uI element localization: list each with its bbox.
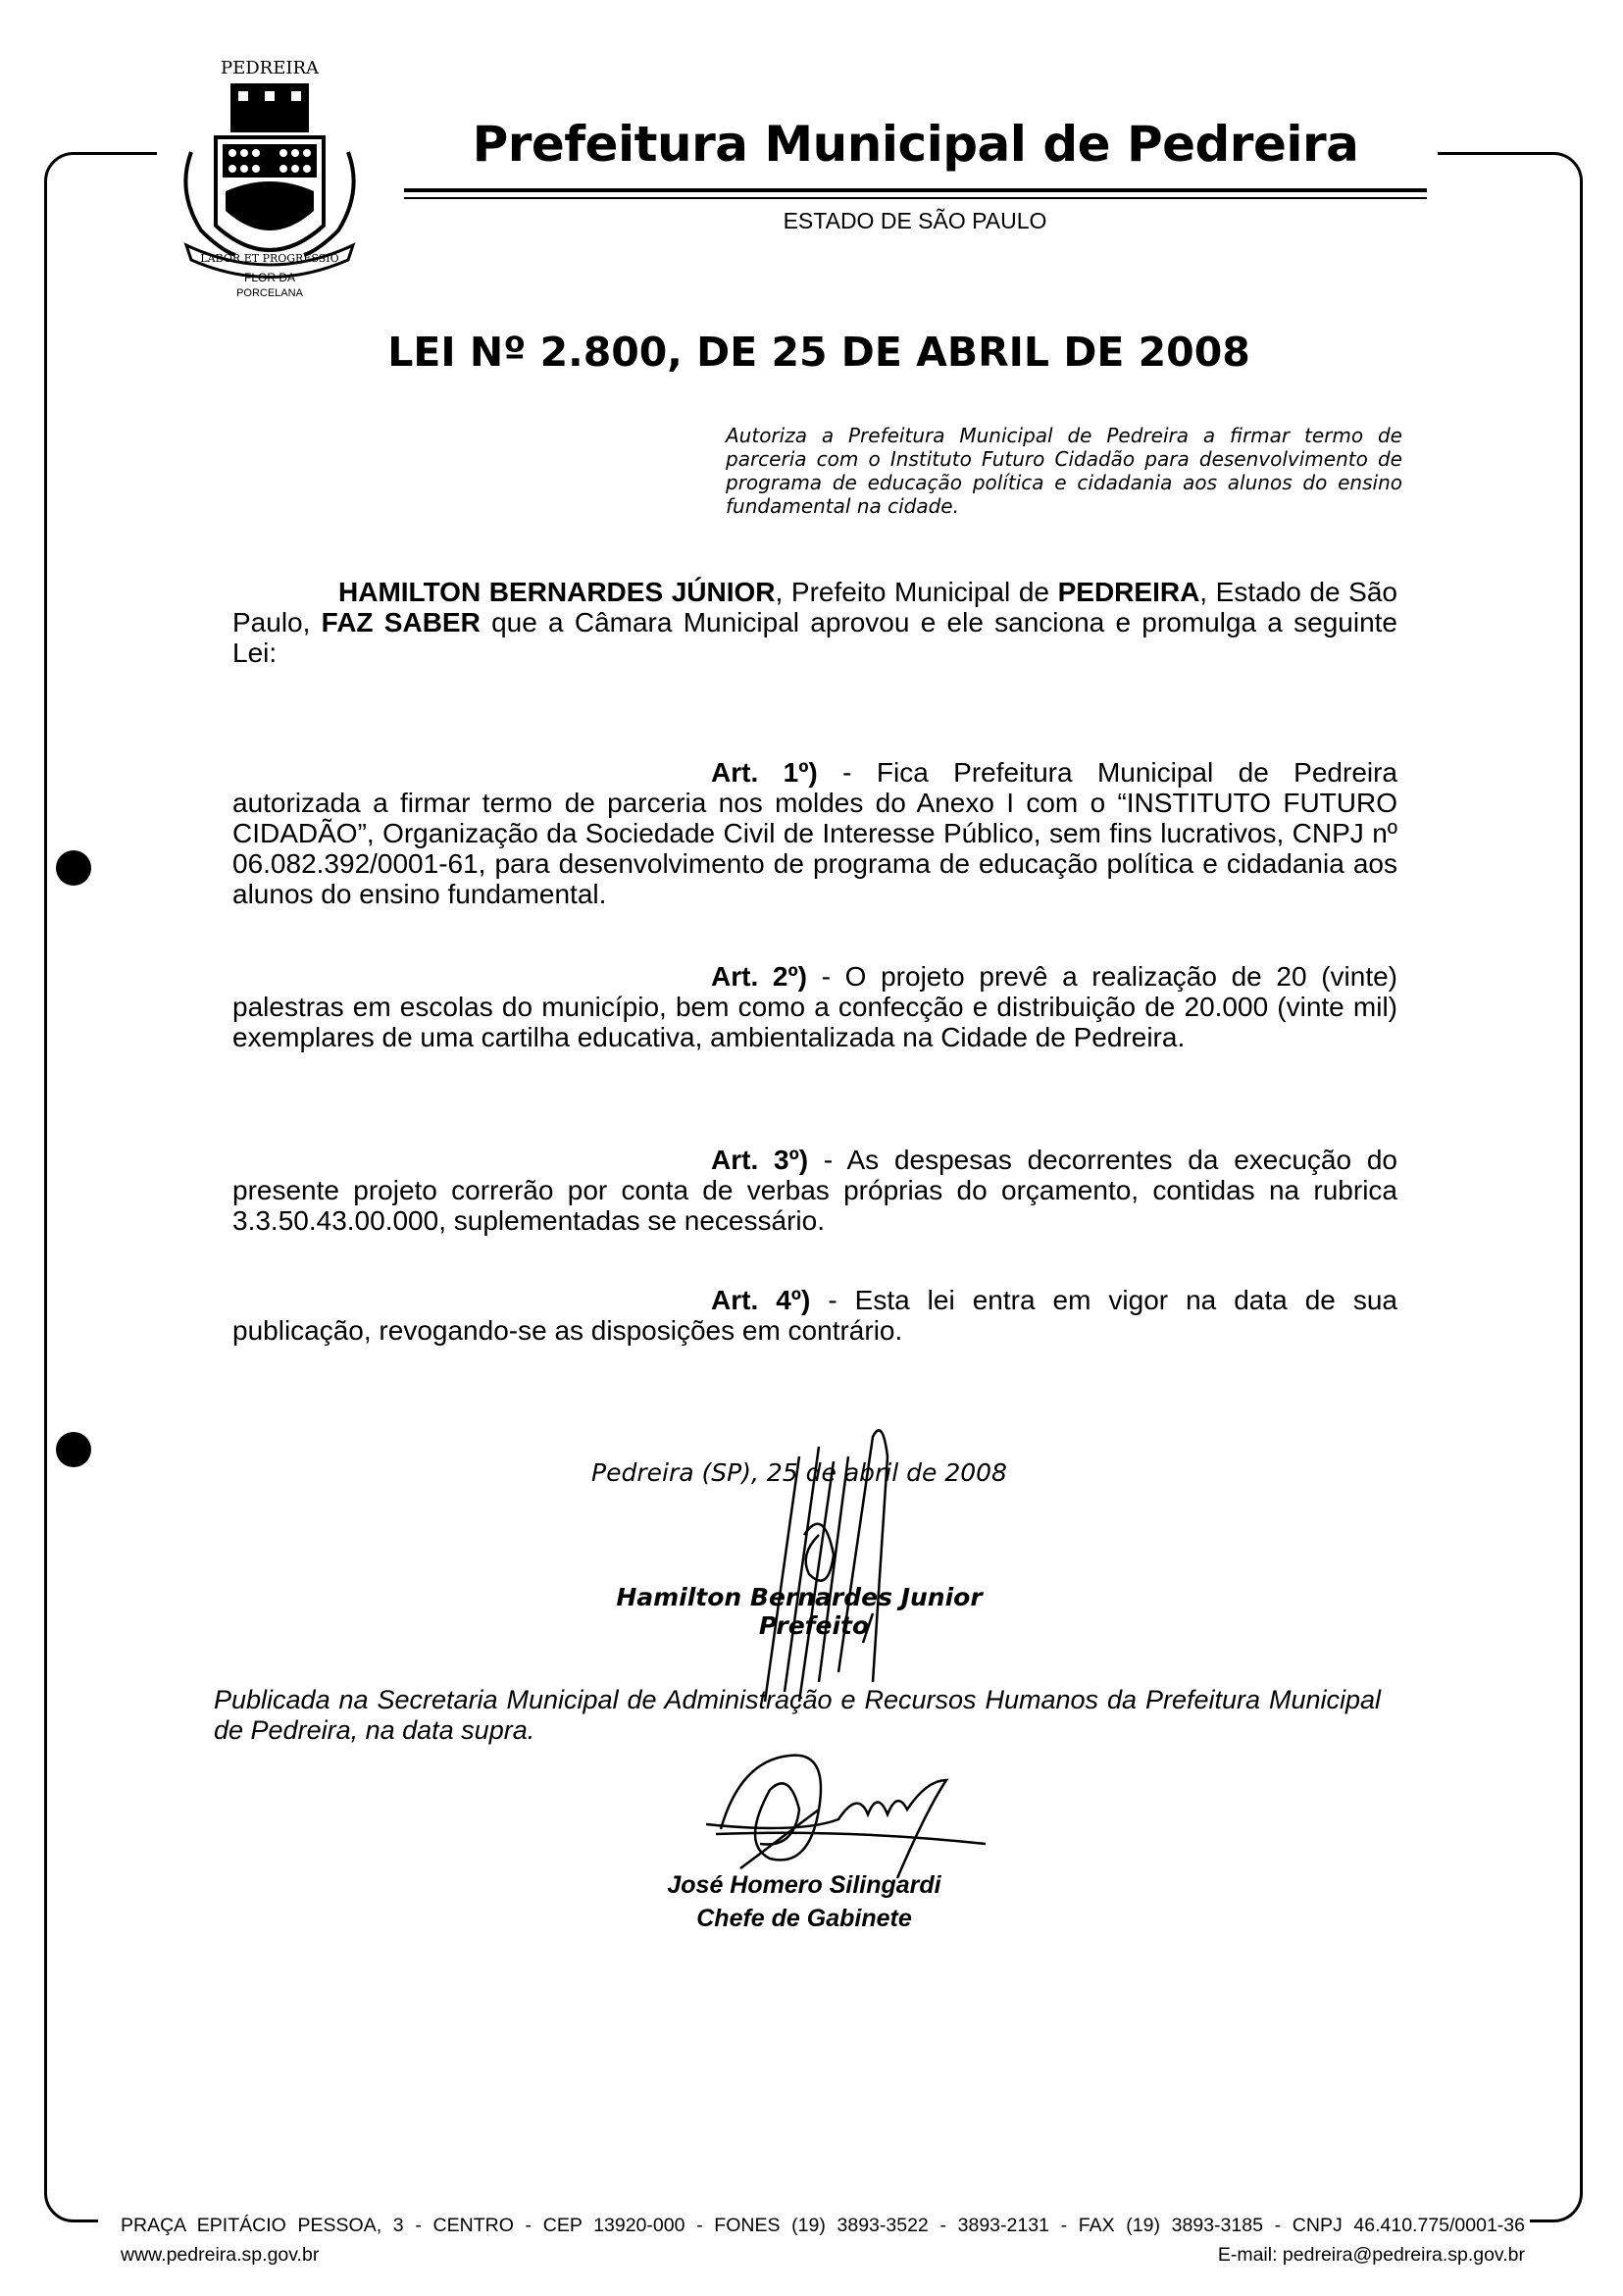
article-label: Art. 3º) <box>711 1145 809 1175</box>
signatory-name: Hamilton Bernardes Junior <box>616 1583 983 1611</box>
header-subtitle: ESTADO DE SÃO PAULO <box>783 208 1047 233</box>
chief-of-staff-signature <box>701 1751 1054 1888</box>
article-text: - O projeto prevê a realização de 20 (vinte) palestras em escolas do município, bem como a confecção e distribuição de 20.000 (vinte mil) exemplares de uma cartilha educativa, ambientalizada na Cidade de Pedreira. <box>232 961 1397 1052</box>
punch-hole-mark <box>56 850 91 886</box>
header-rule-thin <box>404 197 1427 199</box>
article-label: Art. 2º) <box>711 961 808 992</box>
article-1 <box>232 757 1397 909</box>
svg-text:PEDREIRA: PEDREIRA <box>220 58 320 78</box>
preamble-text: , Prefeito Municipal de <box>775 577 1058 607</box>
article-text: - Esta lei entra em vigor na data de sua publicação, revogando-se as disposições em contrário. <box>232 1285 1397 1346</box>
countersign-role: Chefe de Gabinete <box>696 1905 912 1932</box>
countersign-name: José Homero Silingardi <box>667 1871 941 1899</box>
article-text: - As despesas decorrentes da execução do presente projeto correrão por conta de verbas próprias do orçamento, contidas na rubrica 3.3.50.43.00.000, suplementadas se necessário. <box>232 1145 1397 1236</box>
mayor-name: HAMILTON BERNARDES JÚNIOR <box>338 577 776 607</box>
article-text: - Fica Prefeitura Municipal de Pedreira autorizada a firmar termo de parceria nos moldes do Anexo I com o “INSTITUTO FUTURO CIDADÃO”, Organização da Sociedade Civil de Interesse Público, sem fins lucrativos, CNPJ nº 06.082.392/0001-61, para desenvolvimento de programa de educação política e cidadania aos alunos do ensino fundamental. <box>232 757 1398 909</box>
header-title: Prefeitura Municipal de Pedreira <box>472 116 1359 173</box>
article-label: Art. 4º) <box>711 1285 811 1315</box>
mayor-signature <box>726 1417 961 1711</box>
preamble-text: que a Câmara Municipal aprovou e ele sanciona e promulga a seguinte Lei: <box>232 607 1397 668</box>
article-2 <box>232 961 1397 1052</box>
city-name: PEDREIRA <box>1057 577 1200 607</box>
date-line: Pedreira (SP), 25 de abril de 2008 <box>591 1458 1007 1487</box>
svg-text:LABOR ET PROGRESSIO: LABOR ET PROGRESSIO <box>200 252 339 265</box>
municipal-crest-logo <box>162 15 373 299</box>
article-3 <box>232 1145 1397 1236</box>
preamble-text: , Estado de São Paulo, <box>232 577 1397 638</box>
footer-email[interactable]: E-mail: pedreira@pedreira.sp.gov.br <box>1217 2244 1525 2266</box>
publication-note: Publicada na Secretaria Municipal de Administração e Recursos Humanos da Prefeitura Municipal de Pedreira, na data supra. <box>214 1685 1381 1745</box>
article-4 <box>232 1285 1397 1346</box>
punch-hole-mark <box>56 1432 91 1467</box>
article-label: Art. 1º) <box>711 757 818 788</box>
law-summary: Autoriza a Prefeitura Municipal de Pedreira a firmar termo de parceria com o Instituto Futuro Cidadão para desenvolvimento de programa de educação política e cidadania aos alunos do ensino fundamental na cidade. <box>726 424 1402 518</box>
footer-website[interactable]: www.pedreira.sp.gov.br <box>121 2244 320 2266</box>
svg-text:FLOR DA: FLOR DA <box>243 271 296 284</box>
law-title: LEI Nº 2.800, DE 25 DE ABRIL DE 2008 <box>387 329 1250 376</box>
footer-address: PRAÇA EPITÁCIO PESSOA, 3 - CENTRO - CEP 13920-000 - FONES (19) 3893-3522 - 3893-2131 - FAX (19) 3893-3185 - CNPJ 46.410.775/0001-36 <box>121 2215 1525 2236</box>
header-rule-thick <box>404 188 1427 192</box>
svg-text:PORCELANA: PORCELANA <box>236 287 303 299</box>
signatory-role: Prefeito <box>758 1611 870 1640</box>
faz-saber: FAZ SABER <box>321 607 481 638</box>
preamble-paragraph <box>232 577 1397 668</box>
